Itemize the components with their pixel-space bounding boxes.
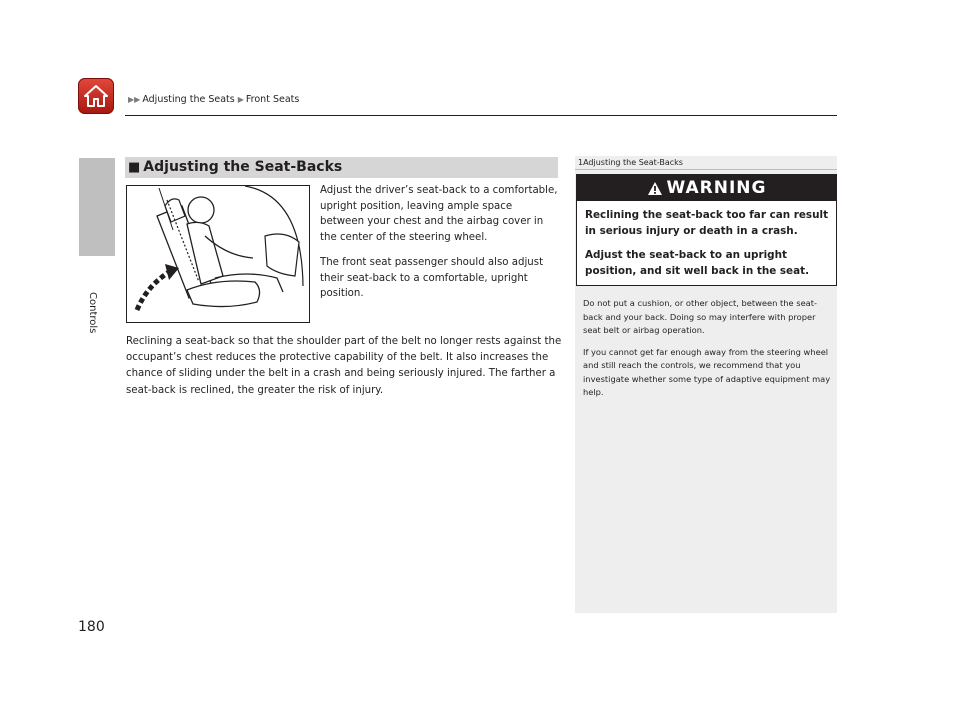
- sidebar-heading-text: Adjusting the Seat-Backs: [583, 158, 683, 167]
- home-button[interactable]: [78, 78, 114, 114]
- breadcrumb: [128, 94, 299, 105]
- breadcrumb-item-front-seats[interactable]: Front Seats: [245, 94, 300, 105]
- warning-label: WARNING: [666, 178, 767, 198]
- sidebar-notes: [583, 297, 833, 408]
- warning-banner: [577, 175, 836, 201]
- page-number: 180: [78, 619, 105, 635]
- sidebar-rule: [575, 169, 837, 170]
- warning-triangle-icon: [647, 181, 663, 196]
- sidebar-heading: [578, 158, 683, 167]
- home-icon: [83, 84, 109, 108]
- breadcrumb-item-adjusting-seats[interactable]: Adjusting the Seats: [142, 94, 235, 105]
- body-paragraph: Reclining a seat-back so that the shoulder part of the belt no longer rests against the occupant’s chest reduces the protective capability of the belt. It also increases the chance of sliding under the belt in a crash and being seriously injured. The farther a seat-back is reclined, the greater the risk of injury.: [126, 336, 562, 396]
- warning-box: [576, 174, 837, 286]
- intro-text: [320, 183, 558, 312]
- intro-paragraph: Adjust the driver’s seat-back to a comfortable, upright position, leaving ample space between your chest and the airbag cover in the center of the steering wheel.: [320, 185, 558, 243]
- section-square-icon: ■: [128, 160, 141, 175]
- header-rule: [125, 115, 837, 116]
- section-title-text: Adjusting the Seat-Backs: [143, 159, 343, 175]
- seat-back-illustration: [126, 185, 310, 323]
- breadcrumb-arrow-icon: ▶: [237, 95, 244, 104]
- side-tab[interactable]: [79, 158, 115, 256]
- sidebar-note: Do not put a cushion, or other object, between the seat-back and your back. Doing so may interfere with proper seat belt or airbag operation.: [583, 298, 818, 335]
- seat-recline-diagram: [127, 186, 309, 322]
- reference-icon: 1: [578, 158, 584, 167]
- section-title: [128, 159, 342, 175]
- warning-text: [585, 207, 833, 287]
- warning-line: Adjust the seat-back to an upright position, and sit well back in the seat.: [585, 249, 810, 277]
- intro-paragraph: The front seat passenger should also adjust their seat-back to a comfortable, upright position.: [320, 257, 544, 299]
- side-tab-label: Controls: [87, 292, 98, 334]
- breadcrumb-arrow-icon: ▶▶: [128, 95, 141, 104]
- warning-line: Reclining the seat-back too far can result in serious injury or death in a crash.: [585, 209, 829, 237]
- sidebar-note: If you cannot get far enough away from the steering wheel and still reach the controls, we recommend that you investigate whether some type of adaptive equipment may help.: [583, 346, 831, 397]
